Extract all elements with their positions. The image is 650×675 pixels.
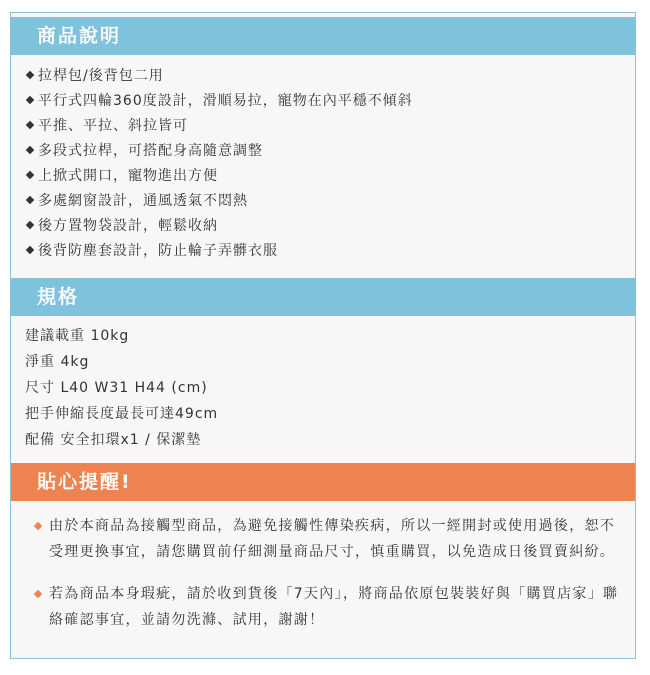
specs-header — [11, 278, 635, 316]
reminder-note: 若為商品本身瑕疵，請於收到貨後「7天內」，將商品依原包裝裝好與「購買店家」聯絡確認事宜，並請勿洗滌、試用，謝謝！ — [33, 581, 623, 633]
orange-diamond-bullet-icon — [34, 590, 42, 598]
specs-list — [25, 323, 218, 453]
diamond-bullet-icon — [26, 71, 34, 79]
description-list — [25, 64, 413, 264]
reminder-title: 貼心提醒! — [37, 471, 132, 493]
spec-item: 把手伸縮長度最長可達49cm — [25, 406, 219, 422]
diamond-bullet-icon — [26, 121, 34, 129]
list-item: 後方置物袋設計，輕鬆收納 — [25, 214, 413, 239]
list-item: 平行式四輪360度設計，滑順易拉，寵物在內平穩不傾斜 — [25, 89, 413, 114]
spec-item: 配備 安全扣環x1 / 保潔墊 — [25, 432, 202, 448]
orange-diamond-bullet-icon — [34, 522, 42, 530]
description-header — [11, 17, 635, 55]
diamond-bullet-icon — [26, 146, 34, 154]
specs-title: 規格 — [37, 286, 80, 308]
reminder-header — [11, 463, 635, 501]
diamond-bullet-icon — [26, 171, 34, 179]
list-item: 平推、平拉、斜拉皆可 — [25, 114, 413, 139]
diamond-bullet-icon — [26, 96, 34, 104]
list-item: 上掀式開口，寵物進出方便 — [25, 164, 413, 189]
spec-item: 尺寸 L40 W31 H44 (cm) — [25, 380, 208, 396]
spec-item: 建議載重 10kg — [25, 328, 130, 344]
diamond-bullet-icon — [26, 221, 34, 229]
diamond-bullet-icon — [26, 196, 34, 204]
reminder-notes — [33, 513, 623, 633]
product-info-panel — [10, 12, 636, 659]
list-item: 多段式拉桿，可搭配身高隨意調整 — [25, 139, 413, 164]
diamond-bullet-icon — [26, 246, 34, 254]
list-item: 多處網窗設計，通風透氣不悶熱 — [25, 189, 413, 214]
list-item: 拉桿包/後背包二用 — [25, 64, 413, 89]
list-item: 後背防塵套設計，防止輪子弄髒衣服 — [25, 239, 413, 264]
description-title: 商品說明 — [37, 25, 122, 47]
reminder-note: 由於本商品為接觸型商品，為避免接觸性傳染疾病，所以一經開封或使用過後，恕不受理更換事宜，請您購買前仔細測量商品尺寸，慎重購買，以免造成日後買賣糾紛。 — [33, 513, 623, 565]
spec-item: 淨重 4kg — [25, 354, 90, 370]
